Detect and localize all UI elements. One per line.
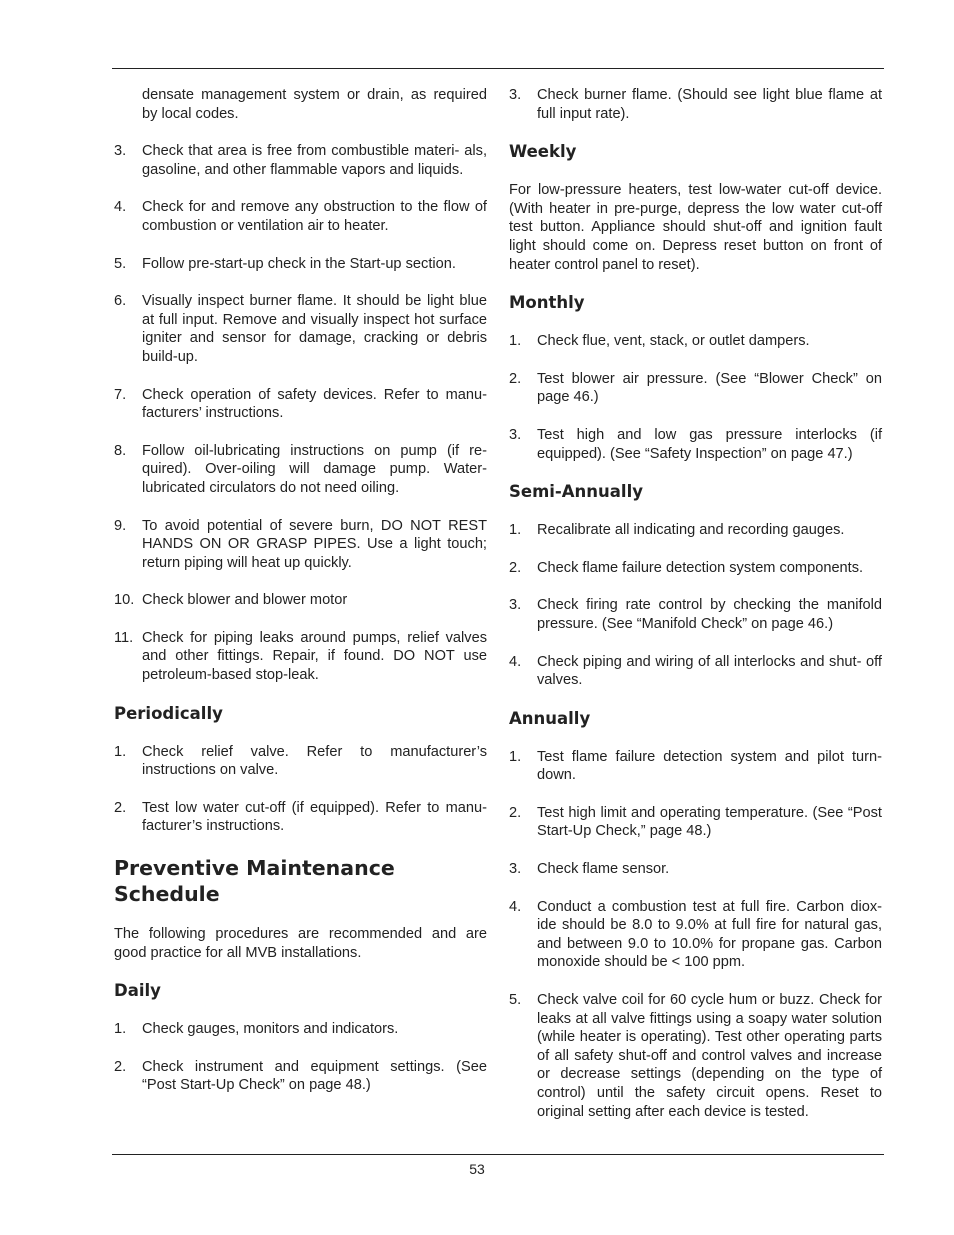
- item-text: Check firing rate control by checking the manifold pressure. (See “Manifold Check” on page 46.): [537, 597, 882, 632]
- item-text: Follow oil-lubricating instructions on pump (if re- quired). Over-oiling will damage pump. Water-lubricated circulators do not need oiling.: [142, 442, 487, 496]
- list-daily: [114, 1020, 487, 1095]
- heading-periodically: Periodically: [114, 703, 223, 723]
- heading-daily: Daily: [114, 981, 161, 1001]
- item-number: 1.: [509, 333, 522, 350]
- list-item: [114, 255, 487, 274]
- list-item: [114, 1020, 487, 1039]
- item-number: 2.: [509, 559, 522, 576]
- heading-weekly: Weekly: [509, 142, 577, 162]
- item-text: Check flue, vent, stack, or outlet dampers.: [537, 333, 810, 350]
- list-item: [114, 517, 487, 573]
- item-text: Check piping and wiring of all interlocks and shut- off valves.: [537, 653, 882, 689]
- item-number: 2.: [114, 799, 127, 816]
- item-text: Visually inspect burner flame. It should be light blue at full input. Remove and visually inspect hot surface igniter and sensor for damage, cracking or debris build-up.: [142, 293, 487, 365]
- list-item: [509, 804, 882, 841]
- item-number: 10.: [114, 592, 135, 609]
- item-number: 11.: [114, 629, 134, 646]
- item-text: Check valve coil for 60 cycle hum or buzz. Check for leaks at all valve fittings using a soapy water solution (while heater is operating). Test other operating parts of all safety shut-off and control valves and increase or decrease settings (depending on the type of control) until the safety circuit opens. Reset to original setting after each device is tested.: [537, 992, 882, 1120]
- heading-annually: Annually: [509, 708, 591, 728]
- item-text: Check gauges, monitors and indicators.: [142, 1021, 399, 1038]
- item-number: 7.: [114, 386, 127, 403]
- list-item: [114, 386, 487, 423]
- list-item: [509, 748, 882, 785]
- list-annually: [509, 748, 882, 1122]
- item-number: 1.: [114, 1021, 127, 1038]
- item-text: Conduct a combustion test at full fire. Carbon diox- ide should be 8.0 to 9.0% at full fire for natural gas, and between 9.0 to 10.0% for propane gas. Carbon monoxide should be < 100 ppm.: [537, 898, 882, 971]
- list-item: [114, 292, 487, 366]
- item-text: Test blower air pressure. (See “Blower Check” on page 46.): [537, 370, 882, 406]
- item-number: 3.: [114, 143, 127, 160]
- heading-semi-annually: Semi-Annually: [509, 482, 643, 502]
- list-item: [114, 1058, 487, 1095]
- continuation-text: densate management system or drain, as required by local codes.: [142, 87, 487, 122]
- item-text: Check flame failure detection system components.: [537, 559, 864, 576]
- list-item: [509, 426, 882, 463]
- item-number: 1.: [509, 748, 522, 765]
- item-number: 2.: [509, 804, 522, 821]
- list-item: [509, 332, 882, 351]
- list-item: [509, 521, 882, 540]
- item-text: Test flame failure detection system and pilot turn- down.: [537, 748, 882, 784]
- item-number: 5.: [114, 255, 127, 272]
- list-item: [509, 559, 882, 578]
- item-text: Follow pre-start-up check in the Start-up section.: [142, 255, 456, 272]
- item-number: 6.: [114, 293, 127, 310]
- item-text: Check for piping leaks around pumps, relief valves and other fittings. Repair, if found. DO NOT use petroleum-based stop-leak.: [142, 629, 487, 684]
- list-top: [509, 86, 882, 123]
- list-item: [509, 86, 882, 123]
- item-text: Test low water cut-off (if equipped). Refer to manu- facturer’s instructions.: [142, 799, 487, 835]
- item-number: 1.: [509, 522, 522, 539]
- list-periodically: [114, 743, 487, 836]
- top-rule: [112, 68, 884, 69]
- list-item: [509, 898, 882, 972]
- item-text: Test high limit and operating temperature. (See “Post Start-Up Check,” page 48.): [537, 804, 882, 840]
- list-item: [114, 629, 487, 685]
- item-text: Check instrument and equipment settings. (See “Post Start-Up Check” on page 48.): [142, 1058, 487, 1094]
- list-monthly: [509, 332, 882, 463]
- item-text: To avoid potential of severe burn, DO NOT REST HANDS ON OR GRASP PIPES. Use a light touch; return piping will heat up quickly.: [142, 517, 487, 571]
- list-item: [114, 591, 487, 610]
- list-item: [509, 596, 882, 633]
- item-text: Check burner flame. (Should see light blue flame at full input rate).: [537, 87, 882, 122]
- list-a: [114, 142, 487, 684]
- item-number: 4.: [509, 653, 522, 670]
- item-number: 3.: [509, 861, 522, 878]
- item-number: 9.: [114, 517, 127, 534]
- list-item: [114, 442, 487, 498]
- list-item: [114, 198, 487, 235]
- right-column: [509, 86, 882, 1140]
- left-column: [114, 86, 487, 1114]
- list-semi-annually: [509, 521, 882, 690]
- item-text: Check operation of safety devices. Refer to manu- facturers’ instructions.: [142, 386, 487, 422]
- item-text: Test high and low gas pressure interlocks (if equipped). (See “Safety Inspection” on page 47.): [537, 426, 882, 462]
- list-item: [114, 799, 487, 836]
- list-item: [114, 142, 487, 179]
- bottom-rule: [112, 1154, 884, 1155]
- item-number: 4.: [114, 199, 127, 216]
- list-item: [509, 860, 882, 879]
- item-number: 3.: [509, 87, 522, 103]
- weekly-text: For low-pressure heaters, test low-water cut-off device. (With heater in pre-purge, depress the low water cut-off test button. Appliance should shut-off and ignition fault light should come on. Depress reset button on front of heater control panel to reset).: [509, 182, 882, 273]
- item-number: 4.: [509, 898, 522, 915]
- item-number: 2.: [509, 370, 522, 387]
- item-number: 2.: [114, 1058, 127, 1075]
- item-text: Check blower and blower motor: [142, 592, 348, 609]
- list-item: [509, 653, 882, 690]
- section-intro: The following procedures are recommended and are good practice for all MVB installations.: [114, 926, 487, 961]
- list-item: [509, 991, 882, 1121]
- heading-monthly: Monthly: [509, 293, 585, 313]
- item-number: 3.: [509, 597, 522, 614]
- item-text: Check relief valve. Refer to manufacturer’s instructions on valve.: [142, 743, 487, 779]
- item-number: 3.: [509, 426, 522, 443]
- section-heading: Preventive Maintenance Schedule: [114, 856, 395, 907]
- item-text: Check flame sensor.: [537, 861, 670, 878]
- page-number: 53: [469, 1161, 485, 1177]
- list-item: [509, 370, 882, 407]
- item-number: 1.: [114, 743, 127, 760]
- item-text: Check that area is free from combustible materi- als, gasoline, and other flammable vapors and liquids.: [142, 143, 487, 178]
- item-number: 5.: [509, 992, 522, 1009]
- list-item: [114, 743, 487, 780]
- item-text: Recalibrate all indicating and recording gauges.: [537, 522, 845, 539]
- item-text: Check for and remove any obstruction to the flow of combustion or ventilation air to heater.: [142, 199, 487, 234]
- item-number: 8.: [114, 442, 127, 459]
